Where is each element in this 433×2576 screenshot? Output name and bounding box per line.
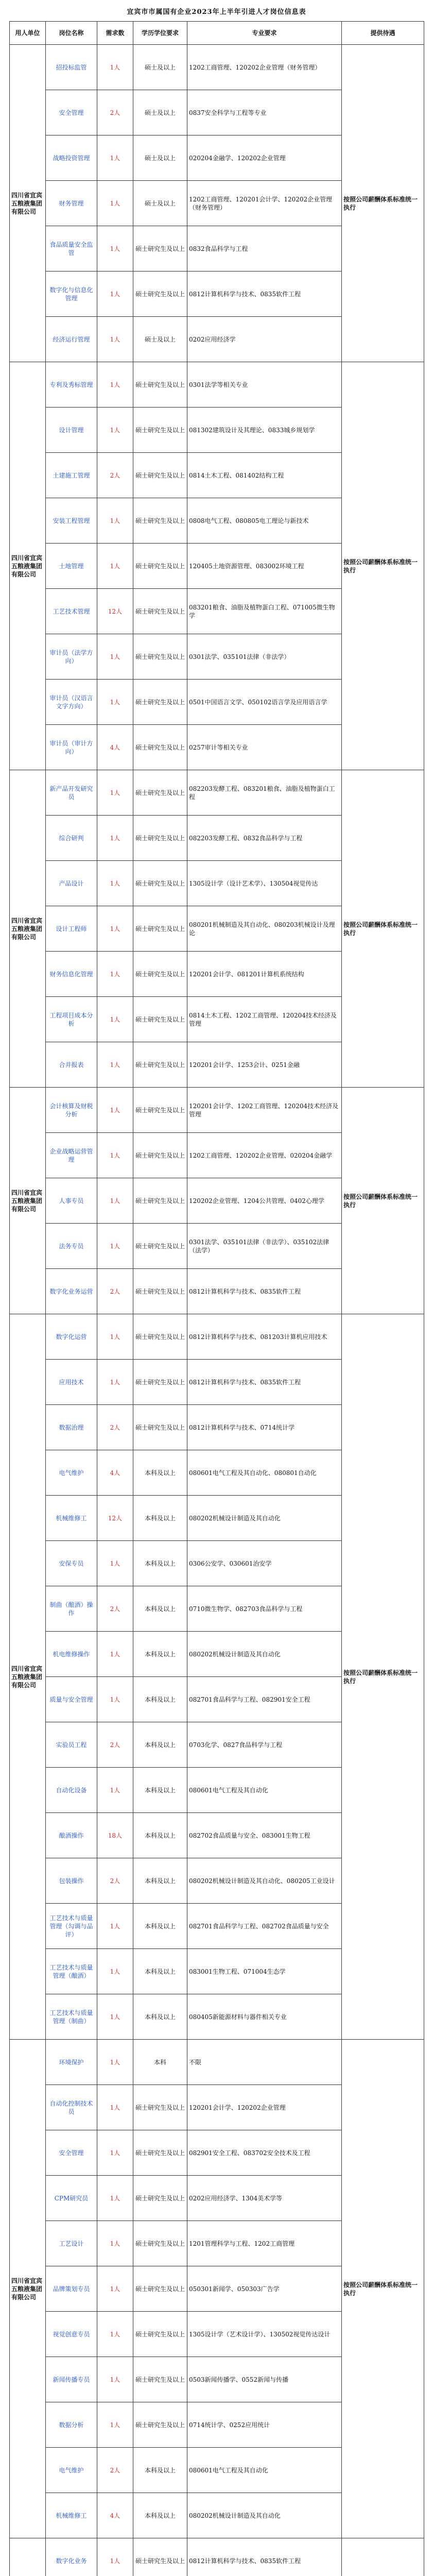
count-cell: 1人 bbox=[97, 135, 133, 181]
position-cell: 数字化业务 bbox=[46, 2538, 97, 2576]
education-cell: 本科 bbox=[133, 2040, 187, 2085]
count-cell: 1人 bbox=[97, 2130, 133, 2176]
position-cell: 审计员（法学方向） bbox=[46, 634, 97, 680]
position-cell: 包装操作 bbox=[46, 1858, 97, 1904]
major-cell: 0257审计等相关专业 bbox=[187, 725, 342, 770]
major-cell: 0710微生物学、082703食品科学与工程 bbox=[187, 1586, 342, 1632]
position-cell: 视觉创意专员 bbox=[46, 2312, 97, 2357]
page bbox=[0, 6, 433, 2576]
position-cell: 经济运行管理 bbox=[46, 317, 97, 362]
unit-cell: 四川省宜宾五粮液集团有限公司 bbox=[10, 1088, 46, 1314]
education-cell: 本科及以上 bbox=[133, 1496, 187, 1541]
education-cell: 本科及以上 bbox=[133, 1949, 187, 1994]
count-cell: 2人 bbox=[97, 453, 133, 498]
education-cell: 硕士研究生及以上 bbox=[133, 2221, 187, 2266]
major-cell: 080601电气工程及其自动化、080801自动化 bbox=[187, 1450, 342, 1496]
education-cell: 硕士及以上 bbox=[133, 45, 187, 90]
position-cell: 战略投资管理 bbox=[46, 135, 97, 181]
position-cell: 工艺技术与质量管理（酿酒） bbox=[46, 1949, 97, 1994]
major-cell: 080202机械设计制造及其自动化 bbox=[187, 1632, 342, 1677]
major-cell: 0812计算机科学与技术、0835软件工程 bbox=[187, 1269, 342, 1314]
position-cell: 质量与安全管理 bbox=[46, 1677, 97, 1722]
major-cell: 080405新能源材料与器件相关专业 bbox=[187, 1994, 342, 2040]
position-cell: 安全管理 bbox=[46, 2130, 97, 2176]
education-cell: 硕士研究生及以上 bbox=[133, 2357, 187, 2402]
count-cell: 1人 bbox=[97, 2266, 133, 2312]
table-row bbox=[10, 362, 424, 408]
major-cell: 0814土木工程、1202工商管理、120204技术经济及管理 bbox=[187, 997, 342, 1042]
major-cell: 0202应用经济学 bbox=[187, 317, 342, 362]
major-cell: 0814土木工程、081402结构工程 bbox=[187, 453, 342, 498]
education-cell: 硕士研究生及以上 bbox=[133, 2312, 187, 2357]
count-cell: 1人 bbox=[97, 408, 133, 453]
major-cell: 083001生物工程、071004生态学 bbox=[187, 1949, 342, 1994]
count-cell: 1人 bbox=[97, 1541, 133, 1586]
position-cell: 工艺技术与质量管理（制曲） bbox=[46, 1994, 97, 2040]
table-row bbox=[10, 770, 424, 816]
education-cell: 硕士研究生及以上 bbox=[133, 634, 187, 680]
major-cell: 120201会计学、1253会计、0251金融 bbox=[187, 1042, 342, 1088]
count-cell: 1人 bbox=[97, 317, 133, 362]
position-cell: 安保专员 bbox=[46, 1541, 97, 1586]
table-row bbox=[10, 1314, 424, 1360]
education-cell: 硕士及以上 bbox=[133, 90, 187, 135]
major-cell: 0202应用经济学、1304美术学等 bbox=[187, 2176, 342, 2221]
education-cell: 硕士及以上 bbox=[133, 135, 187, 181]
count-cell: 1人 bbox=[97, 816, 133, 861]
major-cell: 1305设计学（设计艺术学）、130504视觉传达 bbox=[187, 861, 342, 906]
count-cell: 2人 bbox=[97, 90, 133, 135]
header-unit: 用人单位 bbox=[10, 22, 46, 45]
count-cell: 12人 bbox=[97, 589, 133, 634]
major-cell: 120201会计学、081201计算机系统结构 bbox=[187, 952, 342, 997]
major-cell: 0301法学等相关专业 bbox=[187, 362, 342, 408]
major-cell: 0812计算机科学与技术、0835软件工程 bbox=[187, 1360, 342, 1405]
position-cell: 数字化运营 bbox=[46, 1314, 97, 1360]
major-cell: 080202机械设计制造及其自动化、080205工业设计 bbox=[187, 1858, 342, 1904]
table-body bbox=[10, 45, 424, 2576]
table-row bbox=[10, 45, 424, 90]
count-cell: 1人 bbox=[97, 2040, 133, 2085]
count-cell: 4人 bbox=[97, 725, 133, 770]
major-cell: 0812计算机科学与技术、081203计算机应用技术 bbox=[187, 1314, 342, 1360]
treatment-cell: 按照公司薪酬体系标准统一执行 bbox=[342, 1314, 424, 2040]
major-cell: 082702食品质量与安全、083001生物工程 bbox=[187, 1813, 342, 1858]
header-treatment: 提供待遇 bbox=[342, 22, 424, 45]
count-cell: 1人 bbox=[97, 226, 133, 272]
education-cell: 硕士研究生及以上 bbox=[133, 2538, 187, 2576]
position-cell: 自动化控制技术员 bbox=[46, 2085, 97, 2130]
major-cell: 0714统计学、0252应用统计 bbox=[187, 2402, 342, 2448]
count-cell: 1人 bbox=[97, 1904, 133, 1949]
count-cell: 1人 bbox=[97, 1994, 133, 2040]
major-cell: 080601电气工程及其自动化 bbox=[187, 2448, 342, 2493]
education-cell: 本科及以上 bbox=[133, 1541, 187, 1586]
major-cell: 020204金融学、120202企业管理 bbox=[187, 135, 342, 181]
education-cell: 硕士研究生及以上 bbox=[133, 1042, 187, 1088]
count-cell: 2人 bbox=[97, 1586, 133, 1632]
count-cell: 1人 bbox=[97, 544, 133, 589]
header-education: 学历学位要求 bbox=[133, 22, 187, 45]
treatment-cell: 按照公司薪酬体系标准统一执行 bbox=[342, 1088, 424, 1314]
count-cell: 1人 bbox=[97, 770, 133, 816]
position-cell: 财务信息化管理 bbox=[46, 952, 97, 997]
position-cell: 机电维修操作 bbox=[46, 1632, 97, 1677]
header-major: 专业要求 bbox=[187, 22, 342, 45]
position-cell: 数字化与信息化管理 bbox=[46, 272, 97, 317]
major-cell: 0306公安学、030601治安学 bbox=[187, 1541, 342, 1586]
position-cell: 机械维修工 bbox=[46, 2493, 97, 2538]
unit-cell: 四川省宜宾五粮液集团有限公司 bbox=[10, 770, 46, 1088]
page-title: 宜宾市市属国有企业2023年上半年引进人才岗位信息表 bbox=[127, 8, 306, 16]
header-count: 需求数 bbox=[97, 22, 133, 45]
position-cell: 设计管理 bbox=[46, 408, 97, 453]
count-cell: 1人 bbox=[97, 634, 133, 680]
education-cell: 硕士研究生及以上 bbox=[133, 725, 187, 770]
position-cell: 应用技术 bbox=[46, 1360, 97, 1405]
education-cell: 硕士研究生及以上 bbox=[133, 1314, 187, 1360]
count-cell: 1人 bbox=[97, 1632, 133, 1677]
count-cell: 1人 bbox=[97, 1042, 133, 1088]
major-cell: 1201管理科学与工程、1202工商管理 bbox=[187, 2221, 342, 2266]
treatment-cell bbox=[342, 2538, 424, 2576]
major-cell: 082701食品科学与工程、082702食品质量与安全 bbox=[187, 1904, 342, 1949]
major-cell: 0503新闻传播学、0552新闻与传播 bbox=[187, 2357, 342, 2402]
position-cell: 环境保护 bbox=[46, 2040, 97, 2085]
count-cell: 1人 bbox=[97, 1949, 133, 1994]
education-cell: 本科及以上 bbox=[133, 1858, 187, 1904]
education-cell: 硕士研究生及以上 bbox=[133, 408, 187, 453]
count-cell: 1人 bbox=[97, 272, 133, 317]
unit-cell: 四川省宜宾五粮液集团有限公司 bbox=[10, 2040, 46, 2538]
position-cell: 数据分析 bbox=[46, 2402, 97, 2448]
position-cell: 设计工程师 bbox=[46, 906, 97, 952]
position-cell: 工艺技术管理 bbox=[46, 589, 97, 634]
count-cell: 2人 bbox=[97, 1722, 133, 1768]
education-cell: 硕士研究生及以上 bbox=[133, 952, 187, 997]
education-cell: 硕士研究生及以上 bbox=[133, 1269, 187, 1314]
position-cell: 电气维护 bbox=[46, 1450, 97, 1496]
position-cell: 新产品开发研究员 bbox=[46, 770, 97, 816]
count-cell: 1人 bbox=[97, 181, 133, 226]
education-cell: 硕士研究生及以上 bbox=[133, 770, 187, 816]
count-cell: 1人 bbox=[97, 1088, 133, 1133]
count-cell: 1人 bbox=[97, 2176, 133, 2221]
position-cell: 制曲（酿酒）操作 bbox=[46, 1586, 97, 1632]
position-cell: 审计员（汉语言文字方向） bbox=[46, 680, 97, 725]
count-cell: 1人 bbox=[97, 1768, 133, 1813]
position-cell: 安全管理 bbox=[46, 90, 97, 135]
count-cell: 1人 bbox=[97, 680, 133, 725]
education-cell: 硕士研究生及以上 bbox=[133, 906, 187, 952]
treatment-cell: 按照公司薪酬体系标准统一执行 bbox=[342, 45, 424, 362]
position-cell: 合并报表 bbox=[46, 1042, 97, 1088]
position-cell: 工艺技术与质量管理（勾调与品评） bbox=[46, 1904, 97, 1949]
count-cell: 1人 bbox=[97, 2221, 133, 2266]
education-cell: 本科及以上 bbox=[133, 1677, 187, 1722]
major-cell: 0501中国语言文学、050102语言学及应用语言学 bbox=[187, 680, 342, 725]
unit-cell: 四川省宜宾五粮液集团有限公司 bbox=[10, 362, 46, 770]
unit-cell: 四川省宜宾五粮液集团有限公司 bbox=[10, 1314, 46, 2040]
education-cell: 本科及以上 bbox=[133, 1722, 187, 1768]
count-cell: 1人 bbox=[97, 952, 133, 997]
position-cell: 实验员工程 bbox=[46, 1722, 97, 1768]
unit-cell bbox=[10, 2538, 46, 2576]
education-cell: 硕士研究生及以上 bbox=[133, 2085, 187, 2130]
education-cell: 硕士研究生及以上 bbox=[133, 272, 187, 317]
education-cell: 本科及以上 bbox=[133, 1768, 187, 1813]
major-cell: 1305设计学（艺术设计学）、130502视觉传达设计 bbox=[187, 2312, 342, 2357]
position-cell: 数据治理 bbox=[46, 1405, 97, 1450]
position-cell: 专利及秀标管理 bbox=[46, 362, 97, 408]
education-cell: 硕士研究生及以上 bbox=[133, 362, 187, 408]
table-row bbox=[10, 2040, 424, 2085]
treatment-cell: 按照公司薪酬体系标准统一执行 bbox=[342, 2040, 424, 2538]
major-cell: 083201粮食、油脂及植物蛋白工程、071005微生物学 bbox=[187, 589, 342, 634]
education-cell: 本科及以上 bbox=[133, 2493, 187, 2538]
education-cell: 硕士研究生及以上 bbox=[133, 498, 187, 544]
position-cell: 工艺设计 bbox=[46, 2221, 97, 2266]
treatment-cell: 按照公司薪酬体系标准统一执行 bbox=[342, 770, 424, 1088]
education-cell: 本科及以上 bbox=[133, 1450, 187, 1496]
count-cell: 1人 bbox=[97, 362, 133, 408]
position-cell: 酿酒操作 bbox=[46, 1813, 97, 1858]
major-cell: 080202机械设计制造及其自动化 bbox=[187, 2493, 342, 2538]
education-cell: 本科及以上 bbox=[133, 1632, 187, 1677]
count-cell: 1人 bbox=[97, 1133, 133, 1178]
position-cell: 食品质量安全监管 bbox=[46, 226, 97, 272]
count-cell: 1人 bbox=[97, 2357, 133, 2402]
position-cell: 综合研判 bbox=[46, 816, 97, 861]
major-cell: 0832食品科学与工程 bbox=[187, 226, 342, 272]
major-cell: 120201会计学、120202企业管理 bbox=[187, 2085, 342, 2130]
count-cell: 1人 bbox=[97, 2085, 133, 2130]
education-cell: 硕士研究生及以上 bbox=[133, 997, 187, 1042]
position-cell: 机械维修工 bbox=[46, 1496, 97, 1541]
education-cell: 硕士研究生及以上 bbox=[133, 2402, 187, 2448]
position-cell: 会计核算及财税分析 bbox=[46, 1088, 97, 1133]
count-cell: 1人 bbox=[97, 861, 133, 906]
education-cell: 本科及以上 bbox=[133, 1813, 187, 1858]
position-cell: 品牌策划专员 bbox=[46, 2266, 97, 2312]
count-cell: 2人 bbox=[97, 1269, 133, 1314]
count-cell: 2人 bbox=[97, 2448, 133, 2493]
count-cell: 12人 bbox=[97, 1496, 133, 1541]
position-cell: 土建施工管理 bbox=[46, 453, 97, 498]
major-cell: 0301法学、035101法律（非法学） bbox=[187, 634, 342, 680]
table-row bbox=[10, 1088, 424, 1133]
position-cell: CPM研究员 bbox=[46, 2176, 97, 2221]
education-cell: 硕士研究生及以上 bbox=[133, 1178, 187, 1224]
position-cell: 电气维护 bbox=[46, 2448, 97, 2493]
major-cell: 082203发酵工程、0832食品科学与工程 bbox=[187, 816, 342, 861]
major-cell: 082701食品科学与工程、082901安全工程 bbox=[187, 1677, 342, 1722]
count-cell: 1人 bbox=[97, 1360, 133, 1405]
major-cell: 081302建筑设计及其理论、0833城乡规划学 bbox=[187, 408, 342, 453]
position-cell: 企业战略运营管理 bbox=[46, 1133, 97, 1178]
positions-table bbox=[9, 21, 424, 2576]
position-cell: 工程项目成本分析 bbox=[46, 997, 97, 1042]
education-cell: 硕士研究生及以上 bbox=[133, 1360, 187, 1405]
education-cell: 硕士研究生及以上 bbox=[133, 1088, 187, 1133]
treatment-cell: 按照公司薪酬体系标准统一执行 bbox=[342, 362, 424, 770]
count-cell: 2人 bbox=[97, 1405, 133, 1450]
education-cell: 硕士研究生及以上 bbox=[133, 544, 187, 589]
count-cell: 1人 bbox=[97, 997, 133, 1042]
count-cell: 4人 bbox=[97, 2493, 133, 2538]
major-cell: 120405土地资源管理、083002环境工程 bbox=[187, 544, 342, 589]
major-cell: 不限 bbox=[187, 2040, 342, 2085]
education-cell: 本科及以上 bbox=[133, 1904, 187, 1949]
count-cell: 1人 bbox=[97, 1224, 133, 1269]
count-cell: 1人 bbox=[97, 1314, 133, 1360]
education-cell: 硕士研究生及以上 bbox=[133, 1133, 187, 1178]
education-cell: 硕士研究生及以上 bbox=[133, 2176, 187, 2221]
count-cell: 1人 bbox=[97, 1178, 133, 1224]
major-cell: 082901安全工程、083702安全技术及工程 bbox=[187, 2130, 342, 2176]
major-cell: 1202工商管理、120202企业管理、020204金融学 bbox=[187, 1133, 342, 1178]
major-cell: 0837安全科学与工程等专业 bbox=[187, 90, 342, 135]
education-cell: 硕士及以上 bbox=[133, 181, 187, 226]
table-header-row bbox=[10, 22, 424, 45]
count-cell: 1人 bbox=[97, 2402, 133, 2448]
major-cell: 050301新闻学、050303广告学 bbox=[187, 2266, 342, 2312]
count-cell: 1人 bbox=[97, 2312, 133, 2357]
education-cell: 硕士研究生及以上 bbox=[133, 453, 187, 498]
education-cell: 本科及以上 bbox=[133, 1586, 187, 1632]
education-cell: 硕士研究生及以上 bbox=[133, 680, 187, 725]
count-cell: 1人 bbox=[97, 498, 133, 544]
education-cell: 硕士研究生及以上 bbox=[133, 589, 187, 634]
count-cell: 1人 bbox=[97, 45, 133, 90]
count-cell: 4人 bbox=[97, 1450, 133, 1496]
education-cell: 硕士研究生及以上 bbox=[133, 1405, 187, 1450]
count-cell: 1人 bbox=[97, 2538, 133, 2576]
position-cell: 新闻传播专员 bbox=[46, 2357, 97, 2402]
major-cell: 120202企业管理、1204公共管理、0402心理学 bbox=[187, 1178, 342, 1224]
major-cell: 0812计算机科学与技术、0714统计学 bbox=[187, 1405, 342, 1450]
count-cell: 2人 bbox=[97, 1858, 133, 1904]
position-cell: 人事专员 bbox=[46, 1178, 97, 1224]
major-cell: 0808电气工程、080805电工理论与新技术 bbox=[187, 498, 342, 544]
unit-cell: 四川省宜宾五粮液集团有限公司 bbox=[10, 45, 46, 362]
major-cell: 0812计算机科学与技术、0835软件工程 bbox=[187, 2538, 342, 2576]
major-cell: 082203发酵工程、083201粮食、油脂及植物蛋白工程 bbox=[187, 770, 342, 816]
major-cell: 0301法学、035101法律（非法学）、035102法律（法学） bbox=[187, 1224, 342, 1269]
education-cell: 硕士研究生及以上 bbox=[133, 816, 187, 861]
count-cell: 18人 bbox=[97, 1813, 133, 1858]
position-cell: 招投标监管 bbox=[46, 45, 97, 90]
position-cell: 数字化业务运营 bbox=[46, 1269, 97, 1314]
major-cell: 1202工商管理、120201会计学、120202企业管理（财务管理） bbox=[187, 181, 342, 226]
major-cell: 120201会计学、1202工商管理、120204技术经济及管理 bbox=[187, 1088, 342, 1133]
position-cell: 法务专员 bbox=[46, 1224, 97, 1269]
position-cell: 安装工程管理 bbox=[46, 498, 97, 544]
education-cell: 硕士研究生及以上 bbox=[133, 861, 187, 906]
major-cell: 0703化学、0827食品科学与工程 bbox=[187, 1722, 342, 1768]
position-cell: 审计员（审计方向） bbox=[46, 725, 97, 770]
position-cell: 财务管理 bbox=[46, 181, 97, 226]
table-row bbox=[10, 2538, 424, 2576]
education-cell: 本科及以上 bbox=[133, 1994, 187, 2040]
count-cell: 1人 bbox=[97, 906, 133, 952]
position-cell: 产品设计 bbox=[46, 861, 97, 906]
education-cell: 硕士研究生及以上 bbox=[133, 2130, 187, 2176]
education-cell: 硕士研究生及以上 bbox=[133, 1224, 187, 1269]
education-cell: 硕士研究生及以上 bbox=[133, 226, 187, 272]
major-cell: 1202工商管理、120202企业管理（财务管理） bbox=[187, 45, 342, 90]
education-cell: 本科及以上 bbox=[133, 2448, 187, 2493]
header-position: 岗位名称 bbox=[46, 22, 97, 45]
major-cell: 080601电气工程及其自动化 bbox=[187, 1768, 342, 1813]
position-cell: 自动化设备 bbox=[46, 1768, 97, 1813]
education-cell: 硕士研究生及以上 bbox=[133, 2266, 187, 2312]
major-cell: 0812计算机科学与技术、0835软件工程 bbox=[187, 272, 342, 317]
education-cell: 硕士及以上 bbox=[133, 317, 187, 362]
major-cell: 080202机械设计制造及其自动化 bbox=[187, 1496, 342, 1541]
major-cell: 080201机械制造及其自动化、080203机械设计及理论 bbox=[187, 906, 342, 952]
count-cell: 1人 bbox=[97, 1677, 133, 1722]
position-cell: 土地管理 bbox=[46, 544, 97, 589]
